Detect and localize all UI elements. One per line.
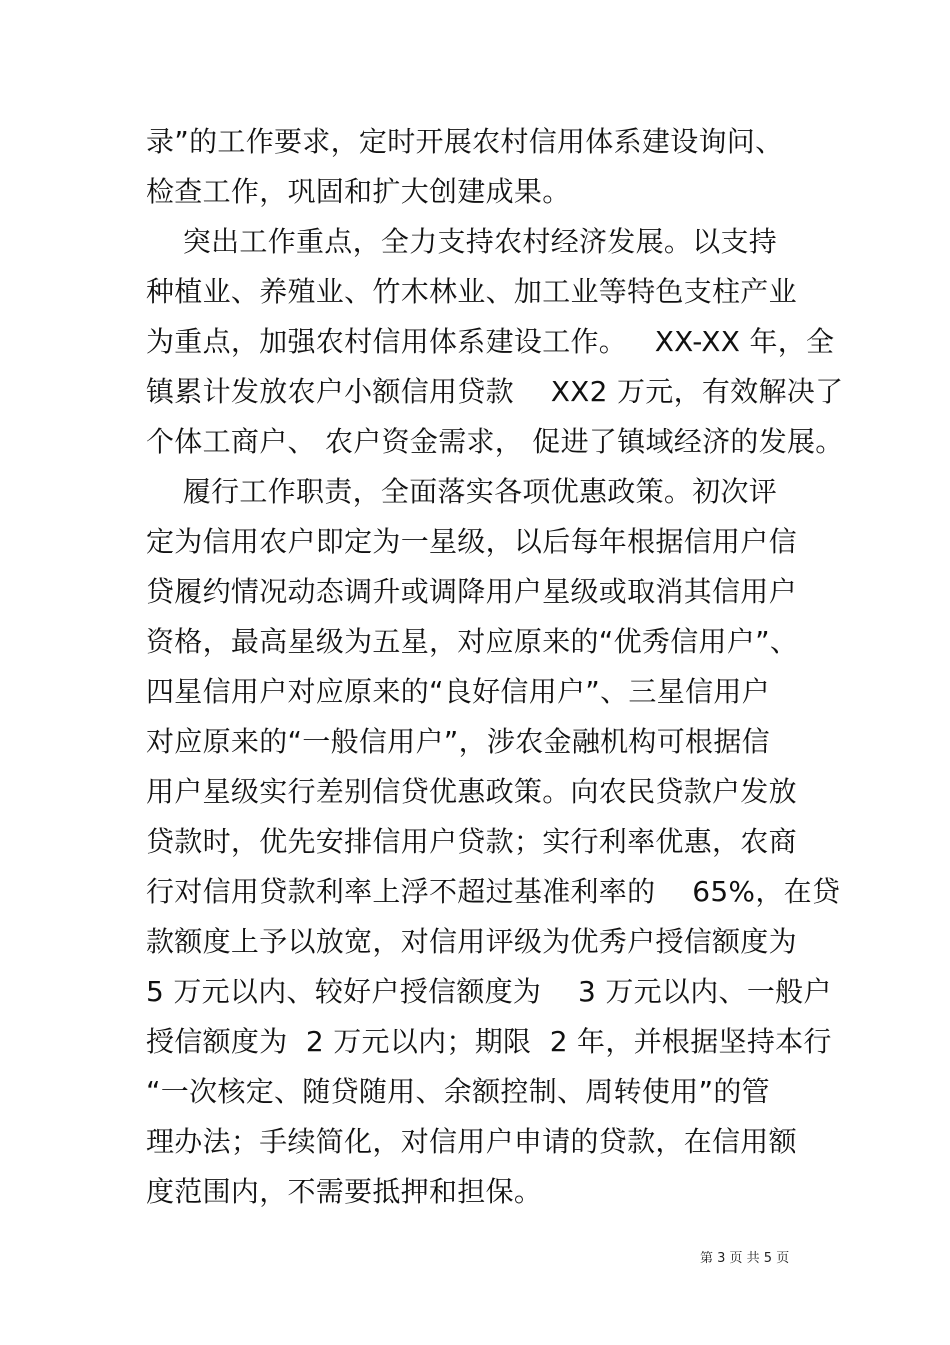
text-line-12: 四星信用户对应原来的“良好信用户”、三星信用户	[146, 675, 770, 708]
text-line-13: 对应原来的“一般信用户”，涉农金融机构可根据信	[146, 725, 770, 758]
text-line-3: 突出工作重点，全力支持农村经济发展。以支持	[146, 225, 778, 258]
page-number-footer: 第 3 页 共 5 页	[700, 1251, 790, 1266]
text-line-10: 贷履约情况动态调升或调降用户星级或取消其信用户	[146, 575, 797, 608]
text-line-21: 理办法；手续简化，对信用户申请的贷款，在信用额	[146, 1125, 797, 1158]
text-line-5: 为重点，加强农村信用体系建设工作。 XX-XX 年，全	[146, 325, 835, 358]
text-line-2: 检查工作，巩固和扩大创建成果。	[146, 175, 571, 208]
text-line-22: 度范围内，不需要抵押和担保。	[146, 1175, 543, 1208]
text-line-9: 定为信用农户即定为一星级，以后每年根据信用户信	[146, 525, 797, 558]
text-line-17: 款额度上予以放宽，对信用评级为优秀户授信额度为	[146, 925, 797, 958]
text-line-20: “一次核定、随贷随用、余额控制、周转使用”的管	[146, 1075, 770, 1108]
text-line-16: 行对信用贷款利率上浮不超过基准利率的 65%，在贷	[146, 875, 841, 908]
text-line-19: 授信额度为 2 万元以内；期限 2 年，并根据坚持本行	[146, 1025, 832, 1058]
text-line-8: 履行工作职责，全面落实各项优惠政策。初次评	[146, 475, 778, 508]
text-line-14: 用户星级实行差别信贷优惠政策。向农民贷款户发放	[146, 775, 797, 808]
text-line-11: 资格，最高星级为五星，对应原来的“优秀信用户”、	[146, 625, 799, 658]
text-line-1: 录”的工作要求，定时开展农村信用体系建设询问、	[146, 125, 784, 158]
text-line-15: 贷款时，优先安排信用户贷款；实行利率优惠，农商	[146, 825, 797, 858]
text-line-7: 个体工商户、 农户资金需求， 促进了镇域经济的发展。	[146, 425, 844, 458]
text-line-18: 5 万元以内、较好户授信额度为 3 万元以内、一般户	[146, 975, 832, 1008]
text-line-4: 种植业、养殖业、竹木林业、加工业等特色支柱产业	[146, 275, 797, 308]
text-line-6: 镇累计发放农户小额信用贷款 XX2 万元，有效解决了	[146, 375, 844, 408]
